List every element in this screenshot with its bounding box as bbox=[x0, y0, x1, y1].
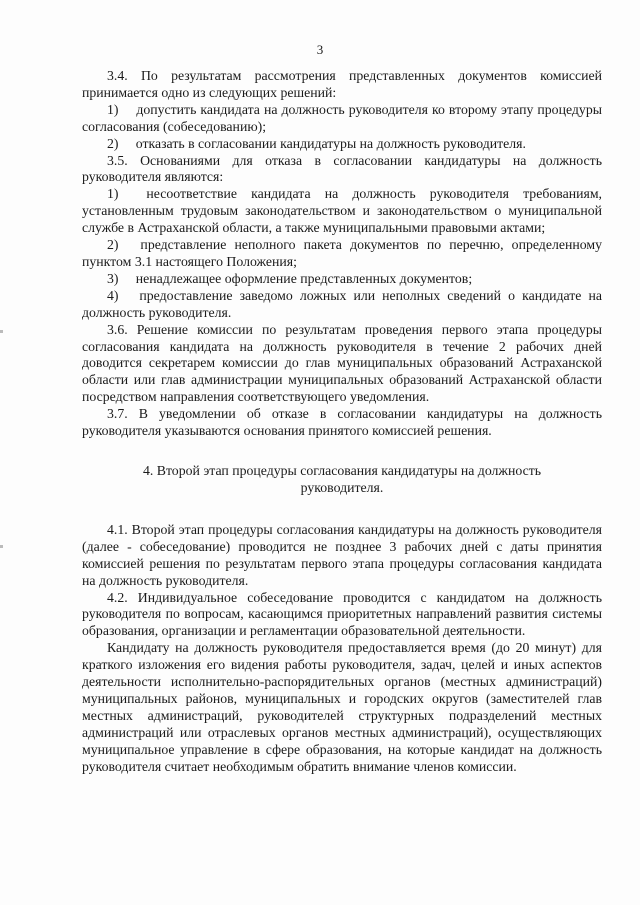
paragraph-3-4-item-1: 1) допустить кандидата на должность руководителя ко второму этапу процедуры согласования (собеседованию); bbox=[82, 101, 602, 134]
paragraph-3-6: 3.6. Решение комиссии по результатам проведения первого этапа процедуры согласования кандидата на должность руководителя в течение 2 рабочих дней доводится секретарем комиссии до глав муниципальных образований Астраханской области или глав администрации муниципальных образований Астраханской области посредством направления соответствующего уведомления. bbox=[82, 321, 602, 405]
paragraph-3-4-item-2: 2) отказать в согласовании кандидатуры на должность руководителя. bbox=[107, 135, 526, 151]
paragraph-3-4-intro: 3.4. По результатам рассмотрения представленных документов комиссией принимается одно из следующих решений: bbox=[82, 68, 602, 100]
paragraph-3-7: 3.7. В уведомлении об отказе в согласовании кандидатуры на должность руководителя указываются основания принятого комиссией решения. bbox=[82, 406, 602, 439]
paragraph-3-5-item-3: 3) ненадлежащее оформление представленных документов; bbox=[107, 270, 473, 286]
paragraph-4-2-continued: Кандидату на должность руководителя предоставляется время (до 20 минут) для краткого изложения его видения работы руководителя, задач, целей и иных аспектов деятельности исполнительно-распорядительных органов (местных администраций) муниципальных районов, муниципальных и городских округов (заместителей глав местных администраций, руководителей структурных подразделений местных администраций или отраслевых органов местных администраций), осуществляющих муниципальное управление в сфере образования, на которые кандидат на должность руководителя считает необходимым обратить внимание членов комиссии. bbox=[82, 640, 602, 774]
paragraph-4-1: 4.1. Второй этап процедуры согласования кандидатуры на должность руководителя (далее - собеседование) проводится не позднее 3 рабочих дней с даты принятия комиссией решения по результатам первого этапа процедуры согласования кандидата на должность руководителя. bbox=[82, 521, 602, 588]
section-4-heading: 4. Второй этап процедуры согласования кандидатуры на должность руководителя. bbox=[142, 462, 542, 495]
scan-margin-mark bbox=[0, 330, 3, 333]
document-body bbox=[82, 68, 602, 776]
paragraph-4-2: 4.2. Индивидуальное собеседование проводится с кандидатом на должность руководителя по вопросам, касающимся приоритетных направлений развития системы образования, организации и регламентации образовательной деятельности. bbox=[82, 589, 602, 639]
paragraph-3-5-item-2: 2) представление неполного пакета документов по перечню, определенному пунктом 3.1 настоящего Положения; bbox=[82, 237, 602, 269]
paragraph-3-5-item-4: 4) предоставление заведомо ложных или неполных сведений о кандидате на должность руководителя. bbox=[82, 287, 602, 320]
paragraph-3-5-intro: 3.5. Основаниями для отказа в согласовании кандидатуры на должность руководителя являются: bbox=[82, 152, 602, 185]
paragraph-3-5-item-1: 1) несоответствие кандидата на должность руководителя требованиям, установленным трудовым законодательством и законодательством о муниципальной службе в Астраханской области, а также муниципальными правовыми актами; bbox=[82, 186, 602, 236]
scan-margin-mark bbox=[0, 545, 3, 548]
page-number: 3 bbox=[316, 42, 324, 57]
